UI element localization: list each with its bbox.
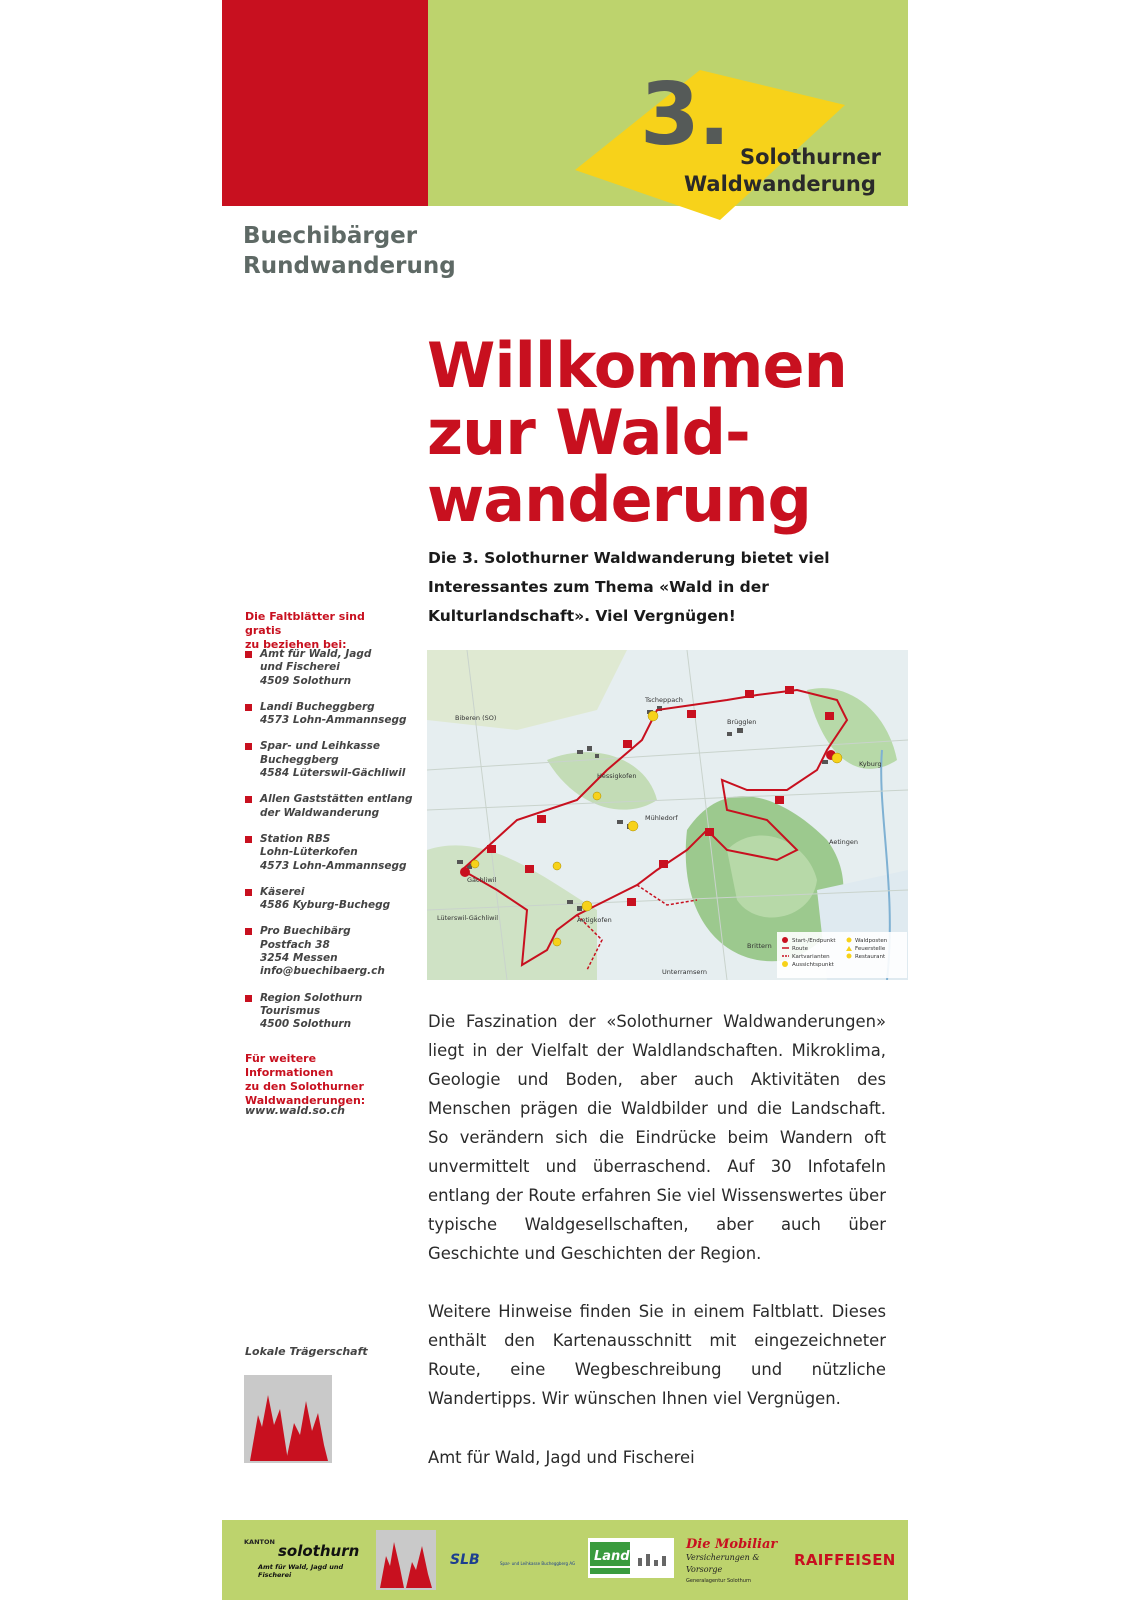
body-paragraph-1: Die Faszination der «Solothurner Waldwanderungen» liegt in der Vielfalt der Waldlandschaften. Mikroklima, Geologie und Boden, aber auch Aktivitäten des Menschen prägen die Waldbilder und die Landschaft. So verändern sich die Eindrücke beim Wandern oft unvermittelt und überraschend. Auf 30 Infotafeln entlang der Route erfahren Sie viel Wissenswertes über typische Waldgesellschaften, aber auch über Geschichte und Geschichten der Region. (428, 1012, 886, 1263)
bullet-square-icon (245, 889, 252, 896)
map-place-label: Gächliwil (467, 876, 497, 884)
mobiliar-name: Die Mobiliar (686, 1537, 778, 1552)
legend-fire: Feuerstelle (855, 946, 886, 952)
raiffeisen-logo: RAIFFEISEN (794, 1551, 896, 1569)
map-place-label: Biberen (SO) (455, 714, 497, 722)
distributor-line: der Waldwanderung (260, 806, 380, 819)
title-line3: wanderung (427, 463, 811, 536)
distributor-line: Lohn-Lüterkofen (260, 846, 358, 859)
mobiliar-tagline: Versicherungen & Vorsorge (686, 1553, 760, 1574)
bullet-square-icon (245, 796, 252, 803)
lead-paragraph: Die 3. Solothurner Waldwanderung bietet viel Interessantes zum Thema «Wald in der Kulturlandschaft». Viel Vergnügen! (428, 549, 830, 625)
bullet-square-icon (245, 928, 252, 935)
landi-text: Landi (594, 1549, 635, 1564)
mobiliar-agency: Generalagentur Solothurn (686, 1578, 752, 1584)
legend-post: Waldposten (855, 938, 888, 944)
more-info-line2: zu den Solothurner (245, 1080, 364, 1093)
map-place-label: Aetingen (829, 838, 859, 846)
bullet-square-icon (245, 743, 252, 750)
distributor-item (245, 740, 425, 780)
map-place-label: Aetigkofen (577, 916, 612, 924)
distributor-line: 4509 Solothurn (260, 674, 352, 687)
sidebar-heading-line1: Die Faltblätter sind gratis (245, 610, 365, 637)
map-place-label: Unterramsern (662, 968, 708, 976)
header-title-line2: Waldwanderung (684, 172, 876, 196)
subtitle-line2: Rundwanderung (243, 253, 456, 279)
page-title (427, 329, 897, 536)
distributor-item (245, 992, 425, 1032)
route-map (427, 650, 908, 980)
map-place-label: Kyburg (859, 760, 882, 768)
header-number: 3. (640, 65, 729, 165)
distributor-line: Station RBS (260, 832, 331, 845)
map-place-label: Lüterswil-Gächliwil (437, 914, 498, 922)
distributor-line: und Fischerei (260, 661, 340, 674)
distributor-item (245, 833, 425, 873)
distributor-item (245, 925, 425, 978)
bullet-square-icon (245, 995, 252, 1002)
slb-logo: SLB (450, 1552, 480, 1568)
landi-logo (588, 1538, 674, 1578)
mobiliar-logo (686, 1537, 786, 1586)
distributor-line: Käserei (260, 885, 305, 898)
sidebar-heading (245, 610, 395, 652)
distributor-list (245, 648, 425, 1032)
distributor-line: Allen Gaststätten entlang (260, 793, 413, 806)
distributor-line: 4500 Solothurn (260, 1018, 352, 1031)
sidebar-heading-line2: zu beziehen bei: (245, 638, 347, 651)
distributor-line: Landi Bucheggberg (260, 700, 375, 713)
distributor-line: Postfach 38 (260, 938, 330, 951)
map-legend (777, 932, 907, 978)
distributor-line: 4586 Kyburg-Buchegg (260, 899, 391, 912)
website-link[interactable]: www.wald.so.ch (245, 1104, 346, 1117)
signature: Amt für Wald, Jagd und Fischerei (428, 1448, 695, 1467)
title-line2: zur Wald- (427, 396, 750, 469)
distributor-line: Spar- und Leihkasse (260, 740, 381, 753)
kanton-name: solothurn (278, 1542, 360, 1560)
slb-subtitle: Spar- und Leihkasse Bucheggberg AG (500, 1561, 576, 1566)
bullet-square-icon (245, 704, 252, 711)
header-title-line1: Solothurner (740, 145, 882, 169)
header-red-block (222, 0, 428, 206)
legend-view: Aussichtspunkt (792, 962, 834, 968)
bullet-square-icon (245, 836, 252, 843)
local-sponsor-logo (244, 1375, 332, 1463)
map-place-label: Tscheppach (645, 696, 683, 704)
distributor-line: 4573 Lohn-Ammannsegg (260, 714, 407, 727)
map-place-label: Mühledorf (645, 814, 678, 822)
poster-logo (376, 1530, 436, 1590)
more-info-line1: Für weitere Informationen (245, 1052, 334, 1079)
more-info-heading (245, 1052, 405, 1108)
local-sponsor-label: Lokale Trägerschaft (245, 1345, 368, 1358)
kanton-solothurn-logo (244, 1538, 368, 1579)
title-line1: Willkommen (427, 329, 847, 402)
distributor-line: Region Solothurn Tourismus (260, 991, 363, 1017)
distributor-line: Amt für Wald, Jagd (260, 648, 372, 660)
kanton-department: Amt für Wald, Jagd und Fischerei (258, 1563, 344, 1579)
map-place-label: Brittern (747, 942, 772, 950)
distributor-line: info@buechibaerg.ch (260, 965, 385, 978)
page-subtitle (243, 221, 456, 281)
legend-variant: Kartvarianten (792, 954, 830, 960)
distributor-item (245, 793, 425, 820)
distributor-line: 4584 Lüterswil-Gächliwil (260, 767, 406, 780)
distributor-line: Bucheggberg (260, 753, 339, 766)
more-info-line3: Waldwanderungen: (245, 1094, 366, 1107)
legend-route: Route (792, 946, 808, 952)
bullet-square-icon (245, 651, 252, 658)
distributor-line: 4573 Lohn-Ammannsegg (260, 859, 407, 872)
distributor-line: Pro Buechibärg (260, 925, 351, 938)
subtitle-line1: Buechibärger (243, 223, 418, 249)
body-paragraph-2: Weitere Hinweise finden Sie in einem Faltblatt. Dieses enthält den Kartenausschnitt mit eingezeichneter Route, eine Wegbeschreibung und nützliche Wandertipps. Wir wünschen Ihnen viel Vergnügen. (428, 1302, 886, 1408)
distributor-item (245, 648, 425, 688)
distributor-line: 3254 Messen (260, 952, 338, 965)
legend-start: Start-/Endpunkt (792, 938, 836, 944)
kanton-label: KANTON (244, 1538, 275, 1546)
distributor-item (245, 886, 425, 913)
map-place-label: Brügglen (727, 718, 757, 726)
legend-restaurant: Restaurant (855, 954, 886, 960)
distributor-item (245, 701, 425, 728)
map-place-label: Hessigkofen (597, 772, 637, 780)
